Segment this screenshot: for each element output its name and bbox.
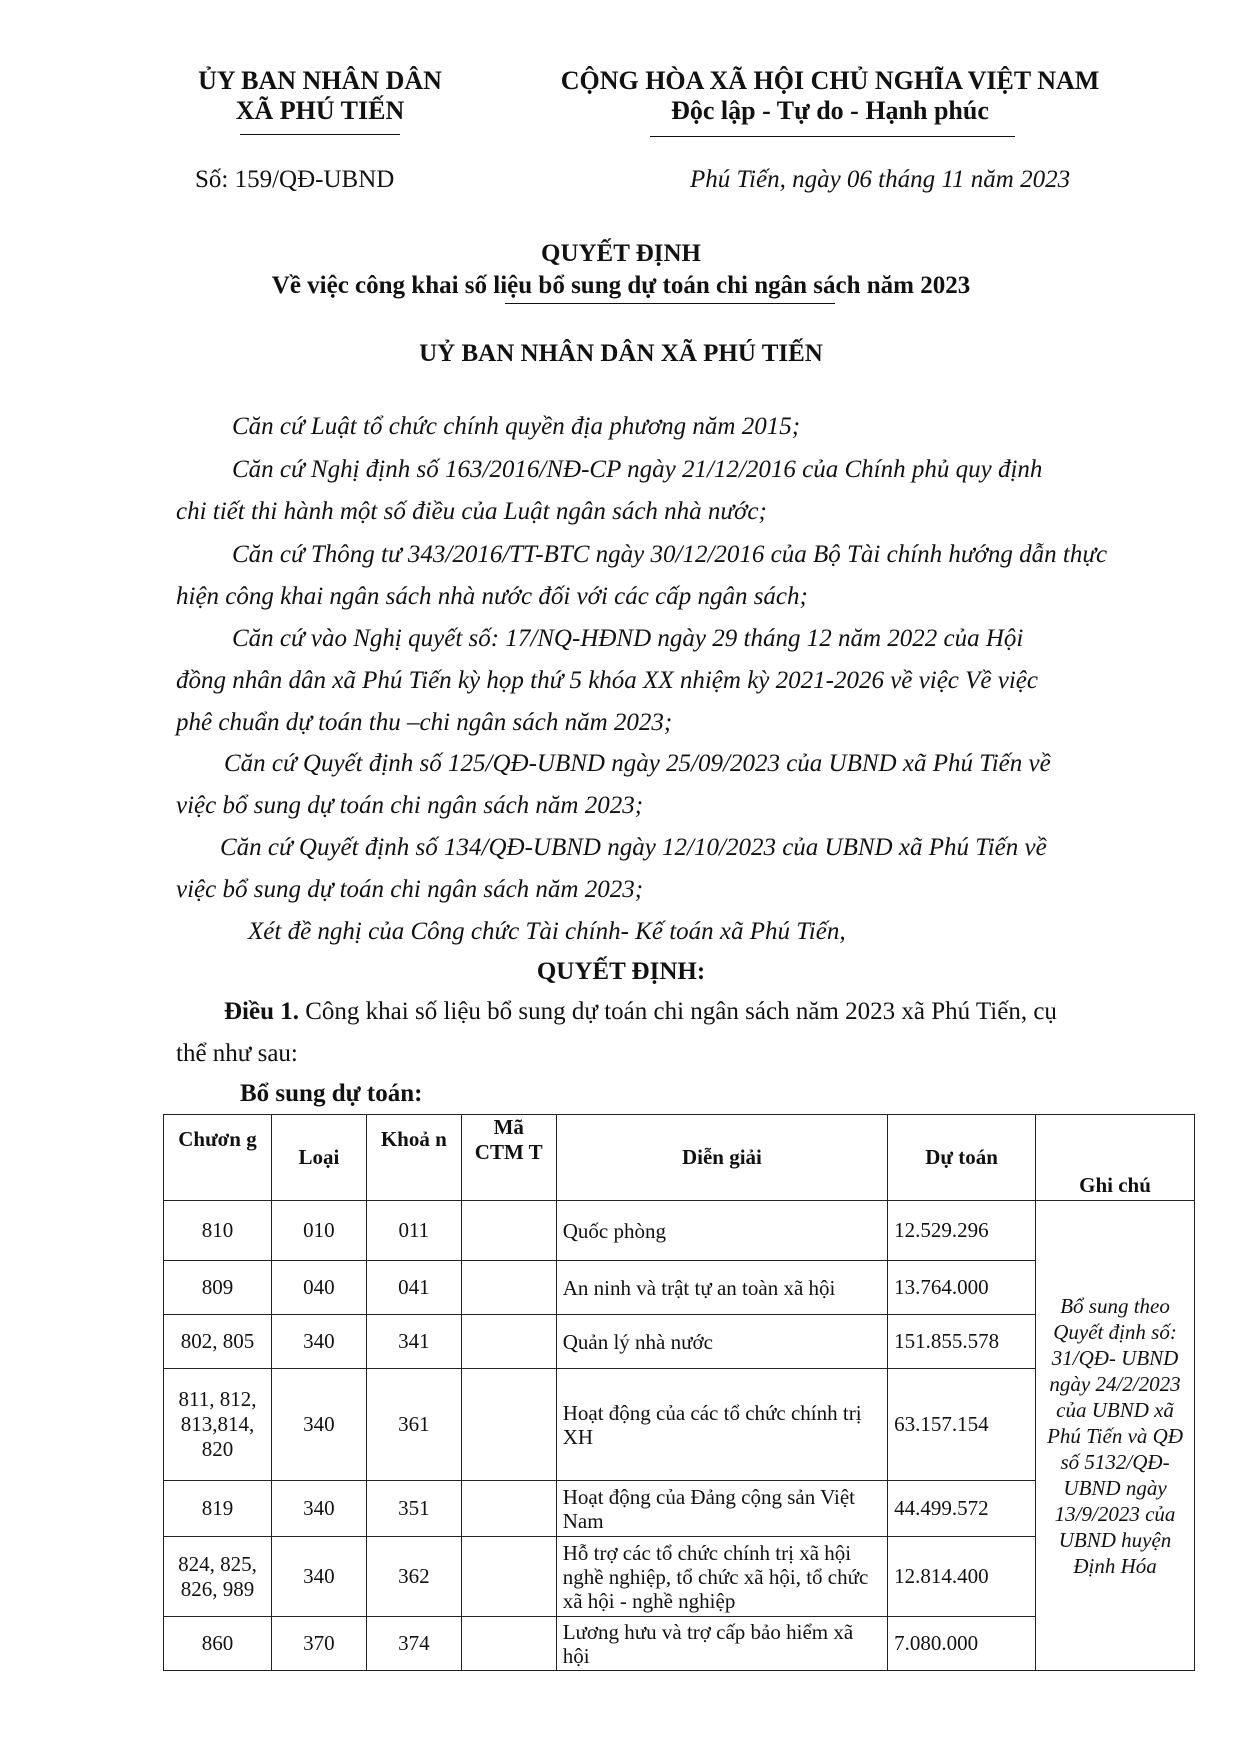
cell-khoan: 341 — [366, 1315, 461, 1369]
table-caption: Bổ sung dự toán: — [240, 1080, 423, 1107]
table-row — [164, 1201, 1195, 1261]
article-1-cont: thể như sau: — [176, 1040, 298, 1067]
cell-chuong: 802, 805 — [164, 1315, 272, 1369]
nation-line2: Độc lập - Tự do - Hạnh phúc — [671, 96, 989, 125]
basis-line: Xét đề nghị của Công chức Tài chính- Kế toán xã Phú Tiến, — [248, 918, 846, 945]
national-motto — [510, 66, 1150, 126]
cell-dien-giai: Quản lý nhà nước — [556, 1315, 887, 1369]
cell-dien-giai: An ninh và trật tự an toàn xã hội — [556, 1261, 887, 1315]
cell-ma — [461, 1537, 556, 1617]
basis-line: Căn cứ Quyết định số 125/QĐ-UBND ngày 25/09/2023 của UBND xã Phú Tiến về — [224, 750, 1051, 777]
cell-chuong: 819 — [164, 1481, 272, 1537]
budget-table — [163, 1114, 1195, 1671]
cell-dien-giai: Lương hưu và trợ cấp bảo hiểm xã hội — [556, 1617, 887, 1671]
cell-chuong: 811, 812, 813,814, 820 — [164, 1369, 272, 1481]
article-1-text: Công khai số liệu bổ sung dự toán chi ngân sách năm 2023 xã Phú Tiến, cụ — [299, 998, 1057, 1025]
cell-loai: 340 — [271, 1537, 366, 1617]
cell-ma — [461, 1369, 556, 1481]
basis-line: Căn cứ Quyết định số 134/QĐ-UBND ngày 12/10/2023 của UBND xã Phú Tiến về — [220, 834, 1047, 861]
header-khoan: Khoả n — [366, 1115, 461, 1201]
cell-ma — [461, 1481, 556, 1537]
cell-chuong: 809 — [164, 1261, 272, 1315]
nation-line1: CỘNG HÒA XÃ HỘI CHỦ NGHĨA VIỆT NAM — [560, 66, 1100, 95]
cell-du-toan: 7.080.000 — [888, 1617, 1036, 1671]
cell-du-toan: 151.855.578 — [888, 1315, 1036, 1369]
org-line1: ỦY BAN NHÂN DÂN — [198, 66, 442, 95]
basis-line: việc bổ sung dự toán chi ngân sách năm 2023; — [176, 876, 644, 903]
org-underline — [240, 134, 400, 135]
cell-khoan: 011 — [366, 1201, 461, 1261]
cell-ma — [461, 1201, 556, 1261]
cell-loai: 340 — [271, 1481, 366, 1537]
header-chuong: Chươn g — [164, 1115, 272, 1201]
basis-line: Căn cứ Luật tổ chức chính quyền địa phương năm 2015; — [232, 413, 801, 440]
cell-du-toan: 44.499.572 — [888, 1481, 1036, 1537]
basis-line: Căn cứ Thông tư 343/2016/TT-BTC ngày 30/12/2016 của Bộ Tài chính hướng dẫn thực — [232, 541, 1108, 568]
doc-title: QUYẾT ĐỊNH — [541, 240, 701, 267]
cell-khoan: 351 — [366, 1481, 461, 1537]
issuing-authority — [170, 66, 470, 126]
cell-du-toan: 63.157.154 — [888, 1369, 1036, 1481]
cell-du-toan: 13.764.000 — [888, 1261, 1036, 1315]
decision-heading: QUYẾT ĐỊNH: — [536, 958, 706, 985]
authority-heading: UỶ BAN NHÂN DÂN XÃ PHÚ TIẾN — [419, 340, 823, 367]
cell-ma — [461, 1315, 556, 1369]
motto-underline — [650, 136, 1015, 137]
basis-line: Căn cứ vào Nghị quyết số: 17/NQ-HĐND ngày 29 tháng 12 năm 2022 của Hội — [232, 625, 1024, 652]
cell-khoan: 374 — [366, 1617, 461, 1671]
cell-dien-giai: Hỗ trợ các tổ chức chính trị xã hội nghề nghiệp, tổ chức xã hội, tổ chức xã hội - nghề nghiệp — [556, 1537, 887, 1617]
header-dien-giai: Diễn giải — [556, 1115, 887, 1201]
cell-chuong: 824, 825, 826, 989 — [164, 1537, 272, 1617]
cell-khoan: 362 — [366, 1537, 461, 1617]
subtitle-underline — [505, 303, 835, 304]
cell-loai: 010 — [271, 1201, 366, 1261]
doc-date: Phú Tiến, ngày 06 tháng 11 năm 2023 — [690, 166, 1071, 193]
cell-khoan: 361 — [366, 1369, 461, 1481]
basis-line: Căn cứ Nghị định số 163/2016/NĐ-CP ngày 21/12/2016 của Chính phủ quy định — [232, 456, 1043, 483]
cell-loai: 340 — [271, 1315, 366, 1369]
header-du-toan: Dự toán — [888, 1115, 1036, 1201]
basis-line: việc bổ sung dự toán chi ngân sách năm 2023; — [176, 792, 644, 819]
basis-line: phê chuẩn dự toán thu –chi ngân sách năm 2023; — [176, 709, 673, 736]
header-loai: Loại — [271, 1115, 366, 1201]
cell-khoan: 041 — [366, 1261, 461, 1315]
basis-line: chi tiết thi hành một số điều của Luật ngân sách nhà nước; — [176, 498, 767, 525]
org-line2: XÃ PHÚ TIẾN — [235, 96, 405, 125]
cell-chuong: 810 — [164, 1201, 272, 1261]
cell-ma — [461, 1617, 556, 1671]
cell-ma — [461, 1261, 556, 1315]
header-ghi-chu: Ghi chú — [1036, 1115, 1195, 1201]
header-ma-ctmt: Mã CTM T — [461, 1115, 556, 1201]
cell-dien-giai: Hoạt động của Đảng cộng sản Việt Nam — [556, 1481, 887, 1537]
cell-dien-giai: Hoạt động của các tổ chức chính trị XH — [556, 1369, 887, 1481]
article-1-label: Điều 1. — [224, 998, 299, 1025]
cell-du-toan: 12.814.400 — [888, 1537, 1036, 1617]
basis-line: đồng nhân dân xã Phú Tiến kỳ họp thứ 5 khóa XX nhiệm kỳ 2021-2026 về việc Về việc — [176, 667, 1038, 694]
table-header-row — [164, 1115, 1195, 1201]
doc-subtitle: Về việc công khai số liệu bổ sung dự toán chi ngân sách năm 2023 — [271, 272, 971, 299]
cell-loai: 370 — [271, 1617, 366, 1671]
cell-ghi-chu: Bổ sung theo Quyết định số: 31/QĐ- UBND ngày 24/2/2023 của UBND xã Phú Tiến và QĐ số 5132/QĐ-UBND ngày 13/9/2023 của UBND huyện Định Hóa — [1036, 1201, 1195, 1671]
basis-line: hiện công khai ngân sách nhà nước đối với các cấp ngân sách; — [176, 583, 808, 610]
cell-loai: 340 — [271, 1369, 366, 1481]
cell-chuong: 860 — [164, 1617, 272, 1671]
cell-loai: 040 — [271, 1261, 366, 1315]
doc-number: Số: 159/QĐ-UBND — [195, 166, 395, 193]
article-1 — [224, 998, 1057, 1026]
cell-dien-giai: Quốc phòng — [556, 1201, 887, 1261]
cell-du-toan: 12.529.296 — [888, 1201, 1036, 1261]
